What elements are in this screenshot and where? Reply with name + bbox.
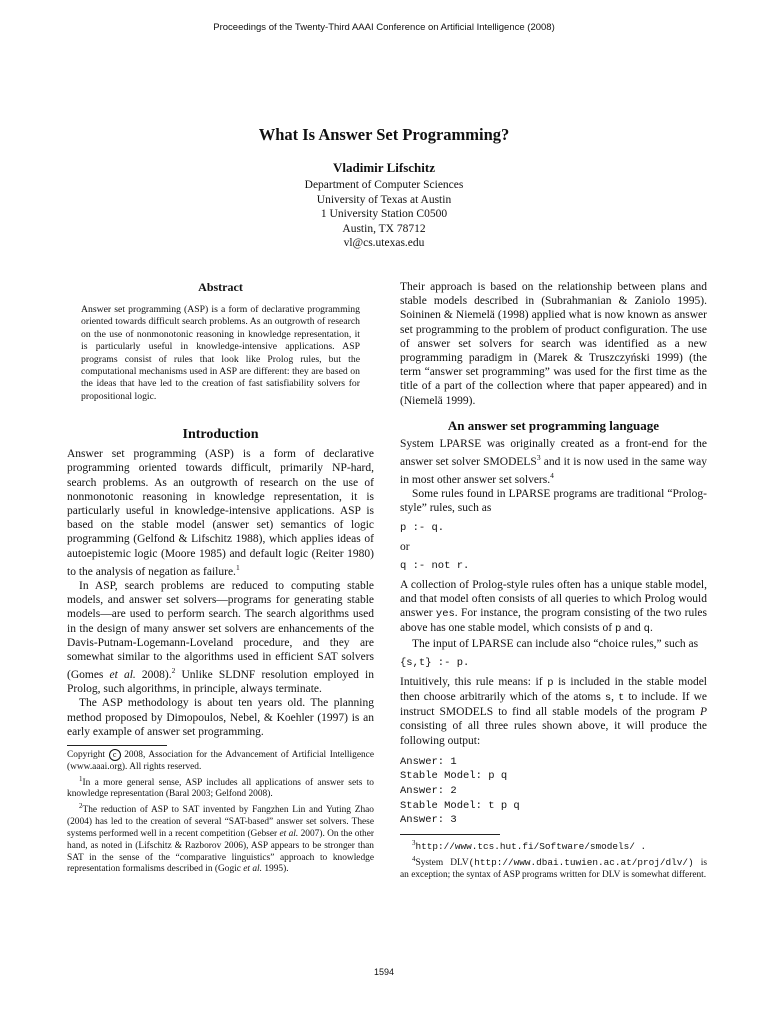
introduction-heading: Introduction: [182, 427, 259, 443]
footnote-4-text-c: is somewhat different.: [620, 869, 707, 880]
footnote-divider-right: [400, 834, 500, 835]
lparse-name-2: LPARSE: [508, 488, 551, 501]
footnote-ref-4: 4: [550, 471, 554, 481]
abstract-heading: Abstract: [198, 280, 243, 294]
code-t: t: [618, 691, 625, 704]
code-choice-rule: {s,t} :- p.: [400, 656, 470, 669]
code-rule-1: p :- q.: [400, 521, 445, 534]
affiliation-station: 1 University Station C0500: [320, 208, 448, 220]
footnote-4: [400, 854, 707, 882]
copyright-icon: c: [109, 749, 121, 761]
lang-p2-text-b: programs are traditional “Prolog-style” rules, such as: [400, 488, 707, 515]
or-text: or: [400, 540, 410, 553]
section-heading-asp-language: An answer set programming language: [447, 417, 660, 433]
footnote-2: [67, 801, 374, 876]
intro-p2-text-b: 2008).: [135, 668, 172, 681]
page-number: 1594: [373, 967, 395, 977]
lang-p5-text-b: is included in the stable model then choose arbitrarily which of the atoms: [400, 675, 707, 703]
footnote-1-number: 1: [79, 774, 83, 783]
proceedings-header: Proceedings of the Twenty-Third AAAI Conference on Artificial Intelligence (2008): [213, 22, 555, 33]
smodels-output: [400, 755, 707, 828]
output-line: Answer: 3: [400, 814, 457, 827]
footnote-divider: [67, 745, 167, 746]
footnote-4-text-b: is an exception; the syntax of ASP programs written for: [400, 857, 707, 880]
intro-paragraph-1: [67, 447, 374, 579]
footnote-2-text-c: 1995).: [262, 864, 289, 875]
copyright-notice: [67, 749, 374, 774]
lang-p2-text: Some rules found in: [412, 488, 509, 501]
lang-p1-text: System: [400, 437, 440, 450]
affiliation-department: Department of Computer Sciences: [304, 179, 464, 191]
code-s: s: [604, 691, 612, 704]
lang-p3-text-b: . For instance, the program consisting of the two rules above has one stable model, which consists of: [400, 607, 707, 635]
lang-p3-text: A collection of Prolog-style rules often has a unique stable model, and that model often consists of all queries to which Prolog would answer: [400, 578, 707, 620]
lang-p4-text-b: can include also “choice rules,” such as: [513, 637, 699, 650]
footnote-3-number: 3: [412, 838, 416, 847]
code-q: q: [643, 623, 650, 636]
code-rule-2: q :- not r.: [400, 559, 470, 572]
affiliation-city: Austin, TX 78712: [342, 222, 426, 235]
intro-paragraph-2: [67, 579, 374, 696]
copyright-text-b: 2008, Association for the Advancement of Artificial Intelligence (www.aaai.org). All rights reserved.: [67, 749, 375, 772]
paper-title: What Is Answer Set Programming?: [258, 125, 510, 144]
intro-p2-etal: et al.: [109, 668, 136, 681]
intro-paragraph-3: The ASP methodology is about ten years old. The planning method proposed by Dimopoulos, Nebel, & Koehler (1997) is an early example of answer set programming.: [67, 697, 374, 738]
affiliation-university: University of Texas at Austin: [316, 193, 452, 206]
affiliation-block: [0, 178, 768, 251]
program-P: P: [699, 706, 707, 719]
lang-paragraph-1: [400, 437, 707, 487]
code-yes: yes: [435, 608, 455, 621]
lparse-name: LPARSE: [439, 437, 482, 450]
lang-paragraph-5: [400, 675, 707, 748]
lang-paragraph-4: [400, 637, 707, 651]
lang-p5-text-e: consisting of all three rules shown above, it will produce the following output:: [400, 720, 707, 747]
footnote-3-url: http://www.tcs.hut.fi/Software/smodels/ .: [415, 840, 647, 852]
footnote-ref-2: 2: [171, 666, 176, 676]
output-line: Stable Model: p q: [400, 770, 508, 783]
lang-paragraph-3: [400, 578, 707, 637]
lang-p5-text-c: to include. If we instruct: [400, 690, 708, 719]
copyright-text: Copyright: [67, 749, 109, 760]
lang-p5-text-d: to find all stable models of the program: [493, 706, 700, 719]
code-p: p: [614, 623, 622, 636]
footnote-3: [400, 838, 707, 854]
output-line: Stable Model: t p q: [400, 799, 520, 812]
footnote-ref-3: 3: [536, 453, 541, 463]
footnote-4-text: System: [415, 857, 451, 868]
footnote-1: [67, 774, 374, 802]
abstract-text: Answer set programming (ASP) is a form of declarative programming oriented towards difficult search problems. As an outgrowth of research on the use of nonmonotonic reasoning in knowledge representation, it is particularly useful in knowledge-intensive applications. ASP programs consist of rules that look like Prolog rules, but the computational mechanisms used in ASP are different: they are based on the ideas that have led to the creation of fast satisfiability solvers for propositional logic.: [81, 304, 360, 402]
dlv-name: DLV: [450, 857, 469, 868]
footnote-4-url: (http://www.dbai.tuwien.ac.at/proj/dlv/): [468, 856, 694, 868]
footnote-2-etal: et al.: [279, 829, 299, 839]
footnote-ref-1: 1: [235, 562, 240, 572]
right-column: [400, 280, 707, 881]
output-line: Answer: 2: [400, 784, 457, 797]
lparse-name-3: LPARSE: [471, 637, 514, 650]
smodels-name-2: SMODELS: [439, 706, 494, 719]
lang-p3-and: and: [621, 622, 644, 635]
intro-p2-text-c: Unlike SLDNF resolution employed in Prolog, such algorithms, in principle, always terminate.: [67, 668, 374, 696]
footnote-1-text: In a more general sense, ASP includes all applications of answer sets to knowledge representation (Baral 2003; Gelfond 2008).: [67, 777, 374, 800]
lang-p1-text-c: and it is now used in the same way in most other answer set solvers.: [400, 455, 707, 486]
footnote-2-text: The reduction of ASP to SAT invented by Fangzhen Lin and Yuting Zhao (2004) has led to the creation of several “SAT-based” answer set solvers. These systems performed well in a recent competition (Gebser: [67, 805, 374, 839]
lang-p1-text-b: was originally created as a front-end for the answer set solver: [400, 437, 707, 468]
smodels-name: SMODELS: [483, 455, 537, 468]
author-name: Vladimir Lifschitz: [333, 160, 435, 175]
lang-p5-comma: ,: [611, 690, 619, 703]
intro-p1-text: Answer set programming (ASP) is a form of declarative programming oriented towards difficult, primarily NP-hard, search problems. As an outgrowth of research on the use of nonmonotonic reasoning in knowledge representation, it is particularly useful in knowledge-intensive applications. ASP is based on the stable model (answer set) semantics of logic programming (Gelfond & Lifschitz 1988), which applies ideas of autoepistemic logic (Moore 1985) and default logic (Reiter 1980) to the analysis of negation as failure.: [67, 448, 374, 578]
output-line: Answer: 1: [400, 755, 457, 768]
footnote-2-etal-2: et al.: [243, 864, 262, 875]
footnote-4-number: 4: [412, 854, 416, 863]
footnote-2-text-b: 2007). On the other hand, as noted in (Lifschitz & Razborov 2006), ASP appears to be stronger than SAT in the sense of the “comparative linguistics” approach to knowledge representation formalisms described in (Gogic: [67, 829, 374, 875]
lang-p3-end: .: [649, 622, 653, 635]
author-email: vl@cs.utexas.edu: [343, 237, 425, 249]
left-column: [67, 280, 374, 876]
dlv-name-2: DLV: [601, 869, 621, 880]
code-p-2: p: [547, 676, 554, 689]
intro-continuation: Their approach is based on the relationship between plans and stable models described in (Subrahmanian & Zaniolo 1995). Soininen & Niemelä (1998) applied what is now known as answer set programming to the problem of product configuration. The use of answer set solvers for search was identified as a new programming paradigm in (Marek & Truszczyński 1999) (the term “answer set programming” was used for the first time as the title of a part of the collection where that paper appeared) and in (Niemelä 1999).: [400, 281, 707, 407]
lang-p5-text: Intuitively, this rule means: if: [400, 675, 548, 688]
lang-paragraph-2: [400, 487, 707, 515]
footnote-2-number: 2: [79, 802, 83, 811]
intro-p2-text: In ASP, search problems are reduced to computing stable models, and answer set solvers—programs for generating stable models—are used to perform search. The search algorithms used in the design of many answer set solvers are enhancements of the Davis-Putnam-Logemann-Loveland procedure, and they are somewhat similar to the algorithms used in efficient SAT solvers (Gomes: [67, 579, 374, 681]
lang-p4-text: The input of: [412, 637, 472, 650]
